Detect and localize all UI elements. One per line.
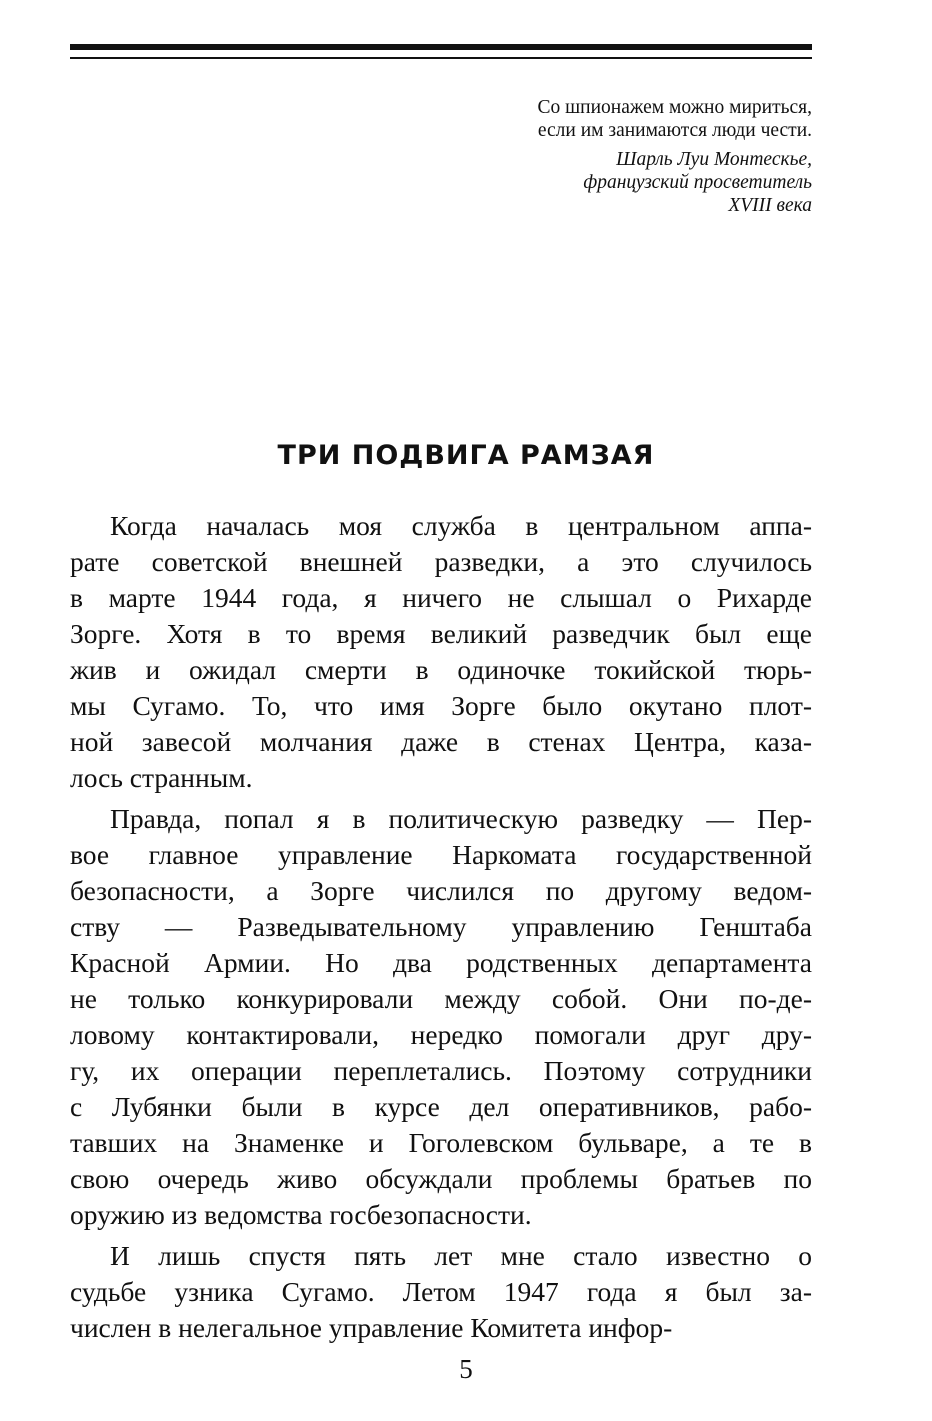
page-number: 5 [459,1354,473,1384]
paragraph-line: рате советской внешней разведки, а это случилось [70,546,812,577]
paragraph-line: ству — Разведывательному управлению Генштаба [70,911,812,942]
paragraph-line: оружию из ведомства госбезопасности. [70,1199,532,1230]
epigraph-author: Шарль Луи Монтескье, [616,149,812,170]
paragraph-line: в марте 1944 года, я ничего не слышал о Рихарде [70,582,812,613]
body-text [70,508,812,1351]
paragraph-line: не только конкурировали между собой. Они по-де- [70,983,812,1014]
chapter-title: ТРИ ПОДВИГА РАМЗАЯ [277,440,655,471]
paragraph-line: судьбе узника Сугамо. Летом 1947 года я был за- [70,1276,812,1307]
paragraph [70,1238,812,1346]
epigraph-quote-line: если им занимаются люди чести. [537,120,812,141]
paragraph-line: с Лубянки были в курсе дел оперативников, рабо- [70,1091,812,1122]
paragraph-line: тавших на Знаменке и Гоголевском бульваре, а те в [70,1127,812,1158]
epigraph-quote [372,96,812,142]
paragraph-line: Красной Армии. Но два родственных департамента [70,947,812,978]
epigraph-author-description: французский просветитель [583,172,812,193]
epigraph [372,96,812,217]
paragraph-line: ной завесой молчания даже в стенах Центра, каза- [70,726,812,757]
epigraph-author-century: XVIII века [728,195,812,216]
paragraph [70,801,812,1233]
paragraph-line: безопасности, а Зорге числился по другому ведом- [70,875,812,906]
paragraph-line: числен в нелегальное управление Комитета инфор- [70,1312,673,1343]
header-rule-thick [70,44,812,50]
paragraph-line: мы Сугамо. То, что имя Зорге было окутано плот- [70,690,812,721]
paragraph-line: Правда, попал я в политическую разведку — Пер- [110,803,812,834]
epigraph-attribution [372,148,812,217]
paragraph-line: Когда началась моя служба в центральном аппа- [110,510,812,541]
paragraph-line: жив и ожидал смерти в одиночке токийской тюрь- [70,654,812,685]
epigraph-quote-line: Со шпионажем можно мириться, [537,97,812,118]
paragraph-line: Зорге. Хотя в то время великий разведчик был еще [70,618,812,649]
paragraph-line: свою очередь живо обсуждали проблемы братьев по [70,1163,812,1194]
paragraph-line: И лишь спустя пять лет мне стало известно о [110,1240,812,1271]
paragraph [70,508,812,796]
paragraph-line: ловому контактировали, нередко помогали друг дру- [70,1019,812,1050]
paragraph-line: лось странным. [70,762,253,793]
header-rule-thin [70,57,812,59]
paragraph-line: вое главное управление Наркомата государственной [70,839,812,870]
paragraph-line: гу, их операции переплетались. Поэтому сотрудники [70,1055,812,1086]
